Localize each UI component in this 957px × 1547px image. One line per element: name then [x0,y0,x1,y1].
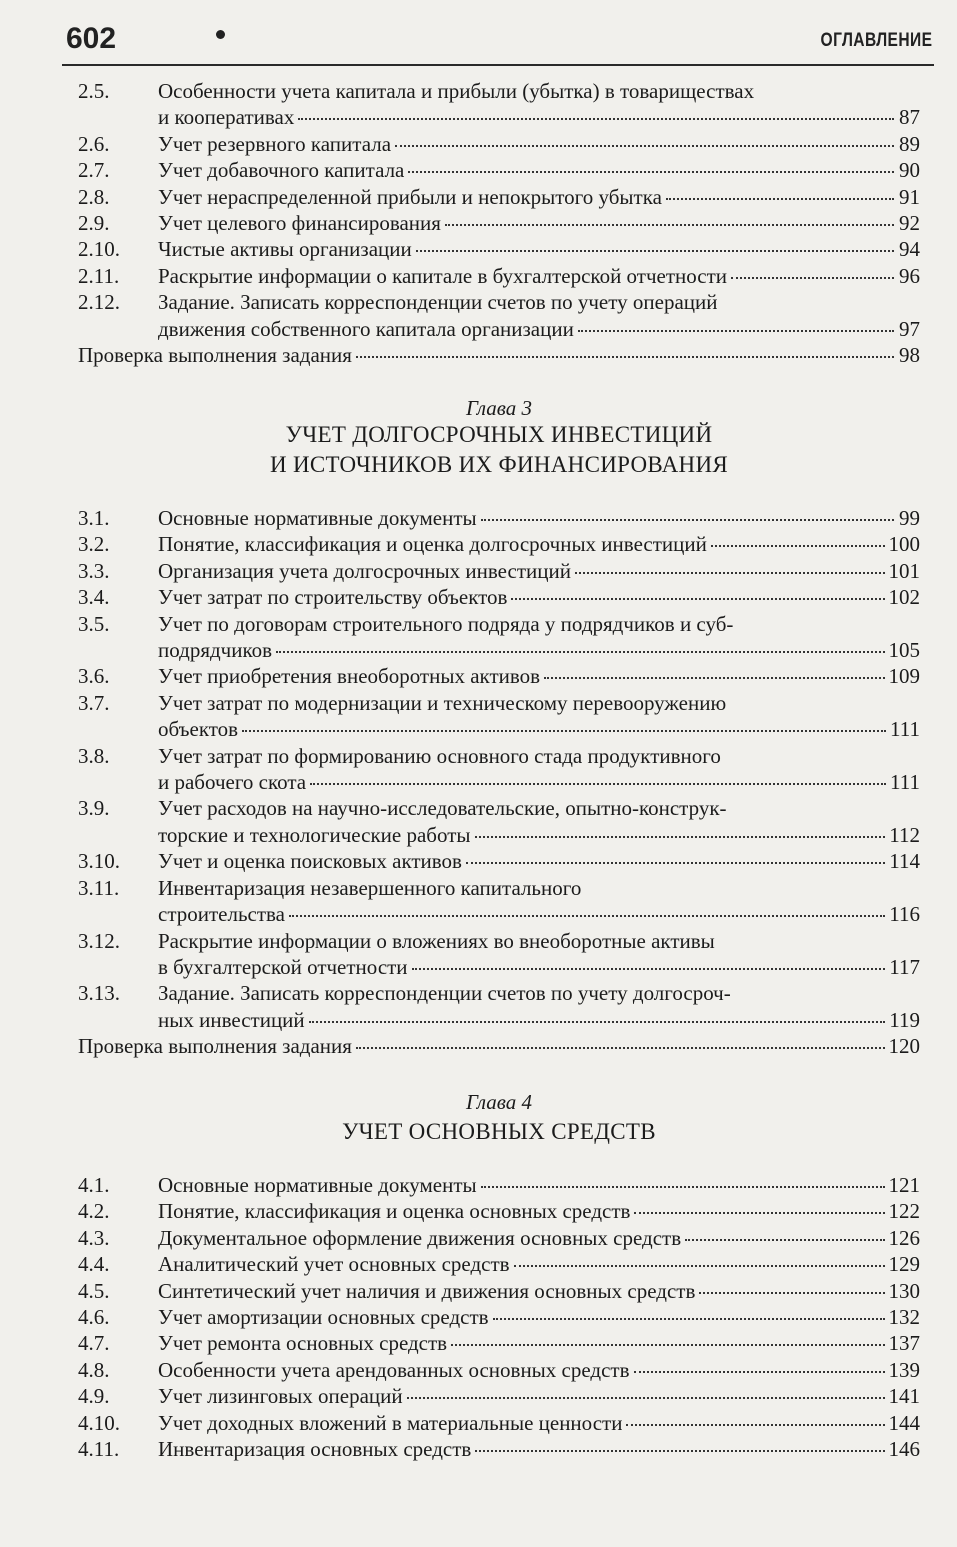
entry-body [158,1383,920,1409]
entry-number: 3.10. [78,849,120,874]
chapter-4-label: Глава 4 [466,1090,532,1114]
entry-page-number: 146 [888,1437,920,1462]
chapter-title-line: И ИСТОЧНИКОВ ИХ ФИНАНСИРОВАНИЯ [269,452,728,477]
toc-entry [78,131,920,157]
entry-number: 2.7. [78,158,110,183]
chapter-title-line: УЧЕТ ОСНОВНЫХ СРЕДСТВ [342,1119,656,1144]
entry-title-line: Синтетический учет наличия и движения основных средств [158,1278,696,1303]
entry-number: 3.1. [78,506,110,530]
dot-leader [634,1212,884,1214]
entry-number: 3.2. [78,532,110,557]
toc-entry [78,795,920,848]
entry-page-number: 130 [888,1278,920,1303]
entry-page-number: 97 [899,316,920,341]
entry-body [158,611,920,664]
toc-entry [78,505,920,531]
chapter-3-label: Глава 3 [466,396,532,420]
entry-page-number: 109 [888,664,920,689]
entry-page-number: 92 [899,211,920,236]
entry-title-line: Учет и оценка поисковых активов [158,849,462,874]
entry-title-line: Проверка выполнения задания [78,343,352,368]
entry-page-number: 139 [888,1357,920,1382]
entry-title-line: и кооперативах [158,105,295,130]
entry-body [158,875,920,928]
entry-last-line [158,954,920,980]
entry-number: 4.10. [78,1410,120,1435]
dot-leader [276,651,884,653]
entry-last-line [158,1304,920,1330]
entry-last-line [158,822,920,848]
entry-body [158,690,920,743]
dot-leader [309,1021,886,1023]
entry-title-line: в бухгалтерской отчетности [158,954,408,979]
dot-leader [416,250,894,252]
dot-leader [475,836,886,838]
entry-title-line: Учет ремонта основных средств [158,1331,448,1356]
entry-title-line: Основные нормативные документы [158,1173,477,1197]
toc-entry [78,558,920,584]
entry-last-line [158,236,920,262]
toc-entry [78,1278,920,1304]
entry-last-line [158,584,920,610]
toc-entry [78,1251,920,1277]
entry-last-line [158,1278,920,1304]
dot-leader [481,519,894,521]
entry-page-number: 119 [889,1007,920,1032]
entry-title-line: строительства [158,902,286,927]
toc-entry [78,1198,920,1224]
entry-body [158,1198,920,1224]
entry-last-line [158,637,920,663]
entry-title-line: Учет затрат по модернизации и техническому перевооружению [158,690,727,715]
toc-section-chapter-4 [78,1172,920,1462]
toc-entry [78,157,920,183]
entry-number: 3.4. [78,585,110,610]
entry-last-line [158,716,920,742]
dot-leader [578,330,894,332]
entry-number: 2.9. [78,211,110,236]
dot-leader [310,783,886,785]
dot-leader [445,224,894,226]
entry-number: 3.5. [78,611,110,636]
entry-number: 3.6. [78,664,110,689]
entry-title-line: Аналитический учет основных средств [158,1252,510,1277]
entry-page-number: 105 [888,638,920,663]
entry-number: 4.3. [78,1225,110,1250]
entry-number: 2.5. [78,79,110,103]
entry-number: 3.8. [78,743,110,768]
entry-page-number: 120 [888,1034,920,1059]
entry-page-number: 121 [888,1173,920,1197]
dot-leader [514,1265,885,1267]
toc-entry [78,928,920,981]
dot-leader [408,171,894,173]
entry-last-line [158,901,920,927]
entry-body [158,289,920,342]
toc-entry [78,1410,920,1436]
entry-number: 4.5. [78,1278,110,1303]
entry-body [158,980,920,1033]
entry-body [158,1251,920,1277]
toc-entry [78,531,920,557]
entry-title-line: подрядчиков [158,638,273,663]
toc-entry [78,1304,920,1330]
entry-last-line [158,263,920,289]
entry-title-line: Учет резервного капитала [158,131,392,156]
toc-entry [78,690,920,743]
entry-body [78,1033,920,1059]
entry-number: 4.7. [78,1331,110,1356]
toc-section-chapter-2 [78,78,920,368]
entry-page-number: 90 [899,158,920,183]
dot-leader [511,598,884,600]
entry-last-line [158,1410,920,1436]
entry-body [78,342,920,368]
entry-page-number: 94 [899,237,920,262]
entry-title-line: Документальное оформление движения основных средств [158,1225,682,1250]
entry-body [158,131,920,157]
entry-last-line [158,184,920,210]
entry-page-number: 91 [899,184,920,209]
entry-page-number: 132 [888,1305,920,1330]
dot-leader [475,1450,884,1452]
dot-leader [685,1239,884,1241]
entry-number: 4.4. [78,1252,110,1277]
entry-body [158,558,920,584]
entry-title-line: Учет расходов на научно-исследовательские, опытно-конструк- [158,796,727,821]
entry-page-number: 112 [889,822,920,847]
entry-last-line [158,663,920,689]
entry-number: 4.8. [78,1357,110,1382]
toc-entry [78,1172,920,1198]
dot-leader [407,1397,885,1399]
entry-last-line [158,1172,920,1198]
entry-title-line: Раскрытие информации о вложениях во внеоборотные активы [158,928,715,953]
dot-leader [634,1371,885,1373]
toc-entry [78,743,920,796]
entry-last-line [158,1330,920,1356]
entry-title-line: Понятие, классификация и оценка долгосрочных инвестиций [158,532,707,557]
entry-page-number: 87 [899,105,920,130]
entry-title-line: торские и технологические работы [158,822,471,847]
toc-entry [78,210,920,236]
entry-title-line: Инвентаризация основных средств [158,1437,472,1462]
running-head: ОГЛАВЛЕНИЕ [820,30,932,51]
entry-last-line [78,1033,920,1059]
dot-leader [731,277,894,279]
entry-last-line [158,1198,920,1224]
entry-page-number: 111 [890,717,920,742]
entry-last-line [158,531,920,557]
entry-page-number: 100 [888,532,920,557]
toc-entry [78,1436,920,1462]
dot-leader [626,1424,884,1426]
chapter-3-title [78,420,920,480]
entry-body [158,531,920,557]
entry-body [158,848,920,874]
entry-title-line: Задание. Записать корреспонденции счетов по учету операций [158,290,718,315]
dot-leader [412,968,886,970]
toc-entry [78,611,920,664]
entry-body [158,1225,920,1251]
entry-page-number: 114 [889,849,920,874]
entry-last-line [78,342,920,368]
entry-last-line [158,1225,920,1251]
entry-body [158,505,920,531]
entry-page-number: 122 [888,1199,920,1224]
entry-last-line [158,157,920,183]
entry-last-line [158,1357,920,1383]
entry-title-line: Проверка выполнения задания [78,1034,352,1059]
toc-section-chapter-3 [78,505,920,1060]
dot-leader [356,1047,885,1049]
entry-page-number: 117 [889,954,920,979]
entry-title-line: Учет затрат по строительству объектов [158,585,508,610]
entry-last-line [158,1383,920,1409]
entry-page-number: 137 [888,1331,920,1356]
entry-last-line [158,769,920,795]
entry-title-line: Основные нормативные документы [158,506,477,530]
entry-body [158,1172,920,1198]
entry-title-line: Учет лизинговых операций [158,1384,403,1409]
page-header [62,18,934,66]
entry-number: 4.9. [78,1384,110,1409]
toc-entry [78,1330,920,1356]
entry-title-line: Задание. Записать корреспонденции счетов по учету долгосроч- [158,981,731,1006]
entry-body [158,743,920,796]
entry-number: 3.11. [78,875,120,900]
entry-body [158,157,920,183]
toc-entry [78,848,920,874]
toc-entry [78,1383,920,1409]
entry-last-line [158,1007,920,1033]
entry-title-line: и рабочего скота [158,770,307,795]
toc-entry [78,1225,920,1251]
entry-number: 2.12. [78,290,120,315]
toc-entry [78,263,920,289]
entry-title-line: Учет по договорам строительного подряда у подрядчиков и суб- [158,611,734,636]
entry-title-line: Особенности учета капитала и прибыли (убытка) в товариществах [158,79,755,103]
entry-body [158,1278,920,1304]
page-number: 602 [66,22,117,55]
entry-page-number: 98 [899,343,920,368]
entry-number: 3.12. [78,928,120,953]
entry-body [158,263,920,289]
dot-leader [466,862,885,864]
dot-leader [493,1318,885,1320]
entry-title-line: ных инвестиций [158,1007,305,1032]
entry-last-line [158,1251,920,1277]
toc-entry [78,875,920,928]
entry-body [158,210,920,236]
dot-leader [544,677,884,679]
entry-body [158,795,920,848]
toc-entry [78,663,920,689]
entry-body [158,1436,920,1462]
toc-entry [78,1033,920,1059]
entry-page-number: 129 [888,1252,920,1277]
entry-body [158,1410,920,1436]
entry-title-line: Понятие, классификация и оценка основных средств [158,1199,631,1224]
entry-last-line [158,1436,920,1462]
entry-page-number: 101 [888,558,920,583]
entry-number: 2.10. [78,237,120,262]
entry-number: 3.13. [78,981,120,1006]
entry-body [158,236,920,262]
entry-title-line: Учет затрат по формированию основного стада продуктивного [158,743,721,768]
dot-leader [666,198,894,200]
chapter-title-line: УЧЕТ ДОЛГОСРОЧНЫХ ИНВЕСТИЦИЙ [285,422,713,447]
entry-title-line: Учет доходных вложений в материальные ценности [158,1410,623,1435]
entry-number: 3.9. [78,796,110,821]
entry-page-number: 144 [888,1410,920,1435]
toc-entry [78,289,920,342]
entry-page-number: 141 [888,1384,920,1409]
entry-page-number: 99 [899,506,920,530]
entry-title-line: движения собственного капитала организации [158,316,574,341]
entry-title-line: Раскрытие информации о капитале в бухгалтерской отчетности [158,263,728,288]
entry-title-line: Инвентаризация незавершенного капитального [158,875,582,900]
dot-leader [699,1292,884,1294]
toc-entry [78,78,920,131]
entry-number: 4.1. [78,1173,110,1197]
entry-title-line: Учет амортизации основных средств [158,1305,489,1330]
entry-page-number: 111 [890,770,920,795]
dot-leader [298,118,894,120]
entry-title-line: Учет целевого финансирования [158,211,441,236]
entry-last-line [158,210,920,236]
entry-number: 4.2. [78,1199,110,1224]
toc-entry [78,980,920,1033]
dot-leader [575,572,885,574]
toc-entry [78,584,920,610]
toc-entry [78,342,920,368]
entry-body [158,184,920,210]
entry-last-line [158,558,920,584]
entry-last-line [158,848,920,874]
entry-number: 3.3. [78,558,110,583]
chapter-4-title [78,1117,920,1147]
entry-body [158,1357,920,1383]
bullet-icon [216,30,225,39]
entry-last-line [158,505,920,531]
dot-leader [356,356,894,358]
dot-leader [242,730,886,732]
entry-body [158,1304,920,1330]
toc-entry [78,1357,920,1383]
entry-number: 2.6. [78,131,110,156]
entry-last-line [158,316,920,342]
toc-entry [78,184,920,210]
entry-page-number: 126 [888,1225,920,1250]
entry-page-number: 96 [899,263,920,288]
entry-title-line: Учет нераспределенной прибыли и непокрытого убытка [158,184,662,209]
entry-title-line: Чистые активы организации [158,237,412,262]
entry-number: 3.7. [78,690,110,715]
entry-body [158,663,920,689]
entry-page-number: 116 [889,902,920,927]
dot-leader [451,1344,884,1346]
entry-body [158,1330,920,1356]
dot-leader [395,145,894,147]
entry-page-number: 102 [888,585,920,610]
entry-number: 2.11. [78,263,120,288]
entry-title-line: Учет приобретения внеоборотных активов [158,664,541,689]
entry-last-line [158,131,920,157]
entry-number: 4.6. [78,1305,110,1330]
entry-body [158,928,920,981]
entry-title-line: Учет добавочного капитала [158,158,405,183]
dot-leader [289,915,885,917]
entry-number: 2.8. [78,184,110,209]
dot-leader [481,1186,885,1188]
dot-leader [711,545,885,547]
entry-last-line [158,104,920,130]
entry-title-line: Организация учета долгосрочных инвестиций [158,558,571,583]
toc-entry [78,236,920,262]
entry-title-line: объектов [158,717,239,742]
entry-title-line: Особенности учета арендованных основных средств [158,1357,630,1382]
entry-body [158,584,920,610]
entry-page-number: 89 [899,131,920,156]
entry-body [158,78,920,131]
entry-number: 4.11. [78,1437,120,1462]
